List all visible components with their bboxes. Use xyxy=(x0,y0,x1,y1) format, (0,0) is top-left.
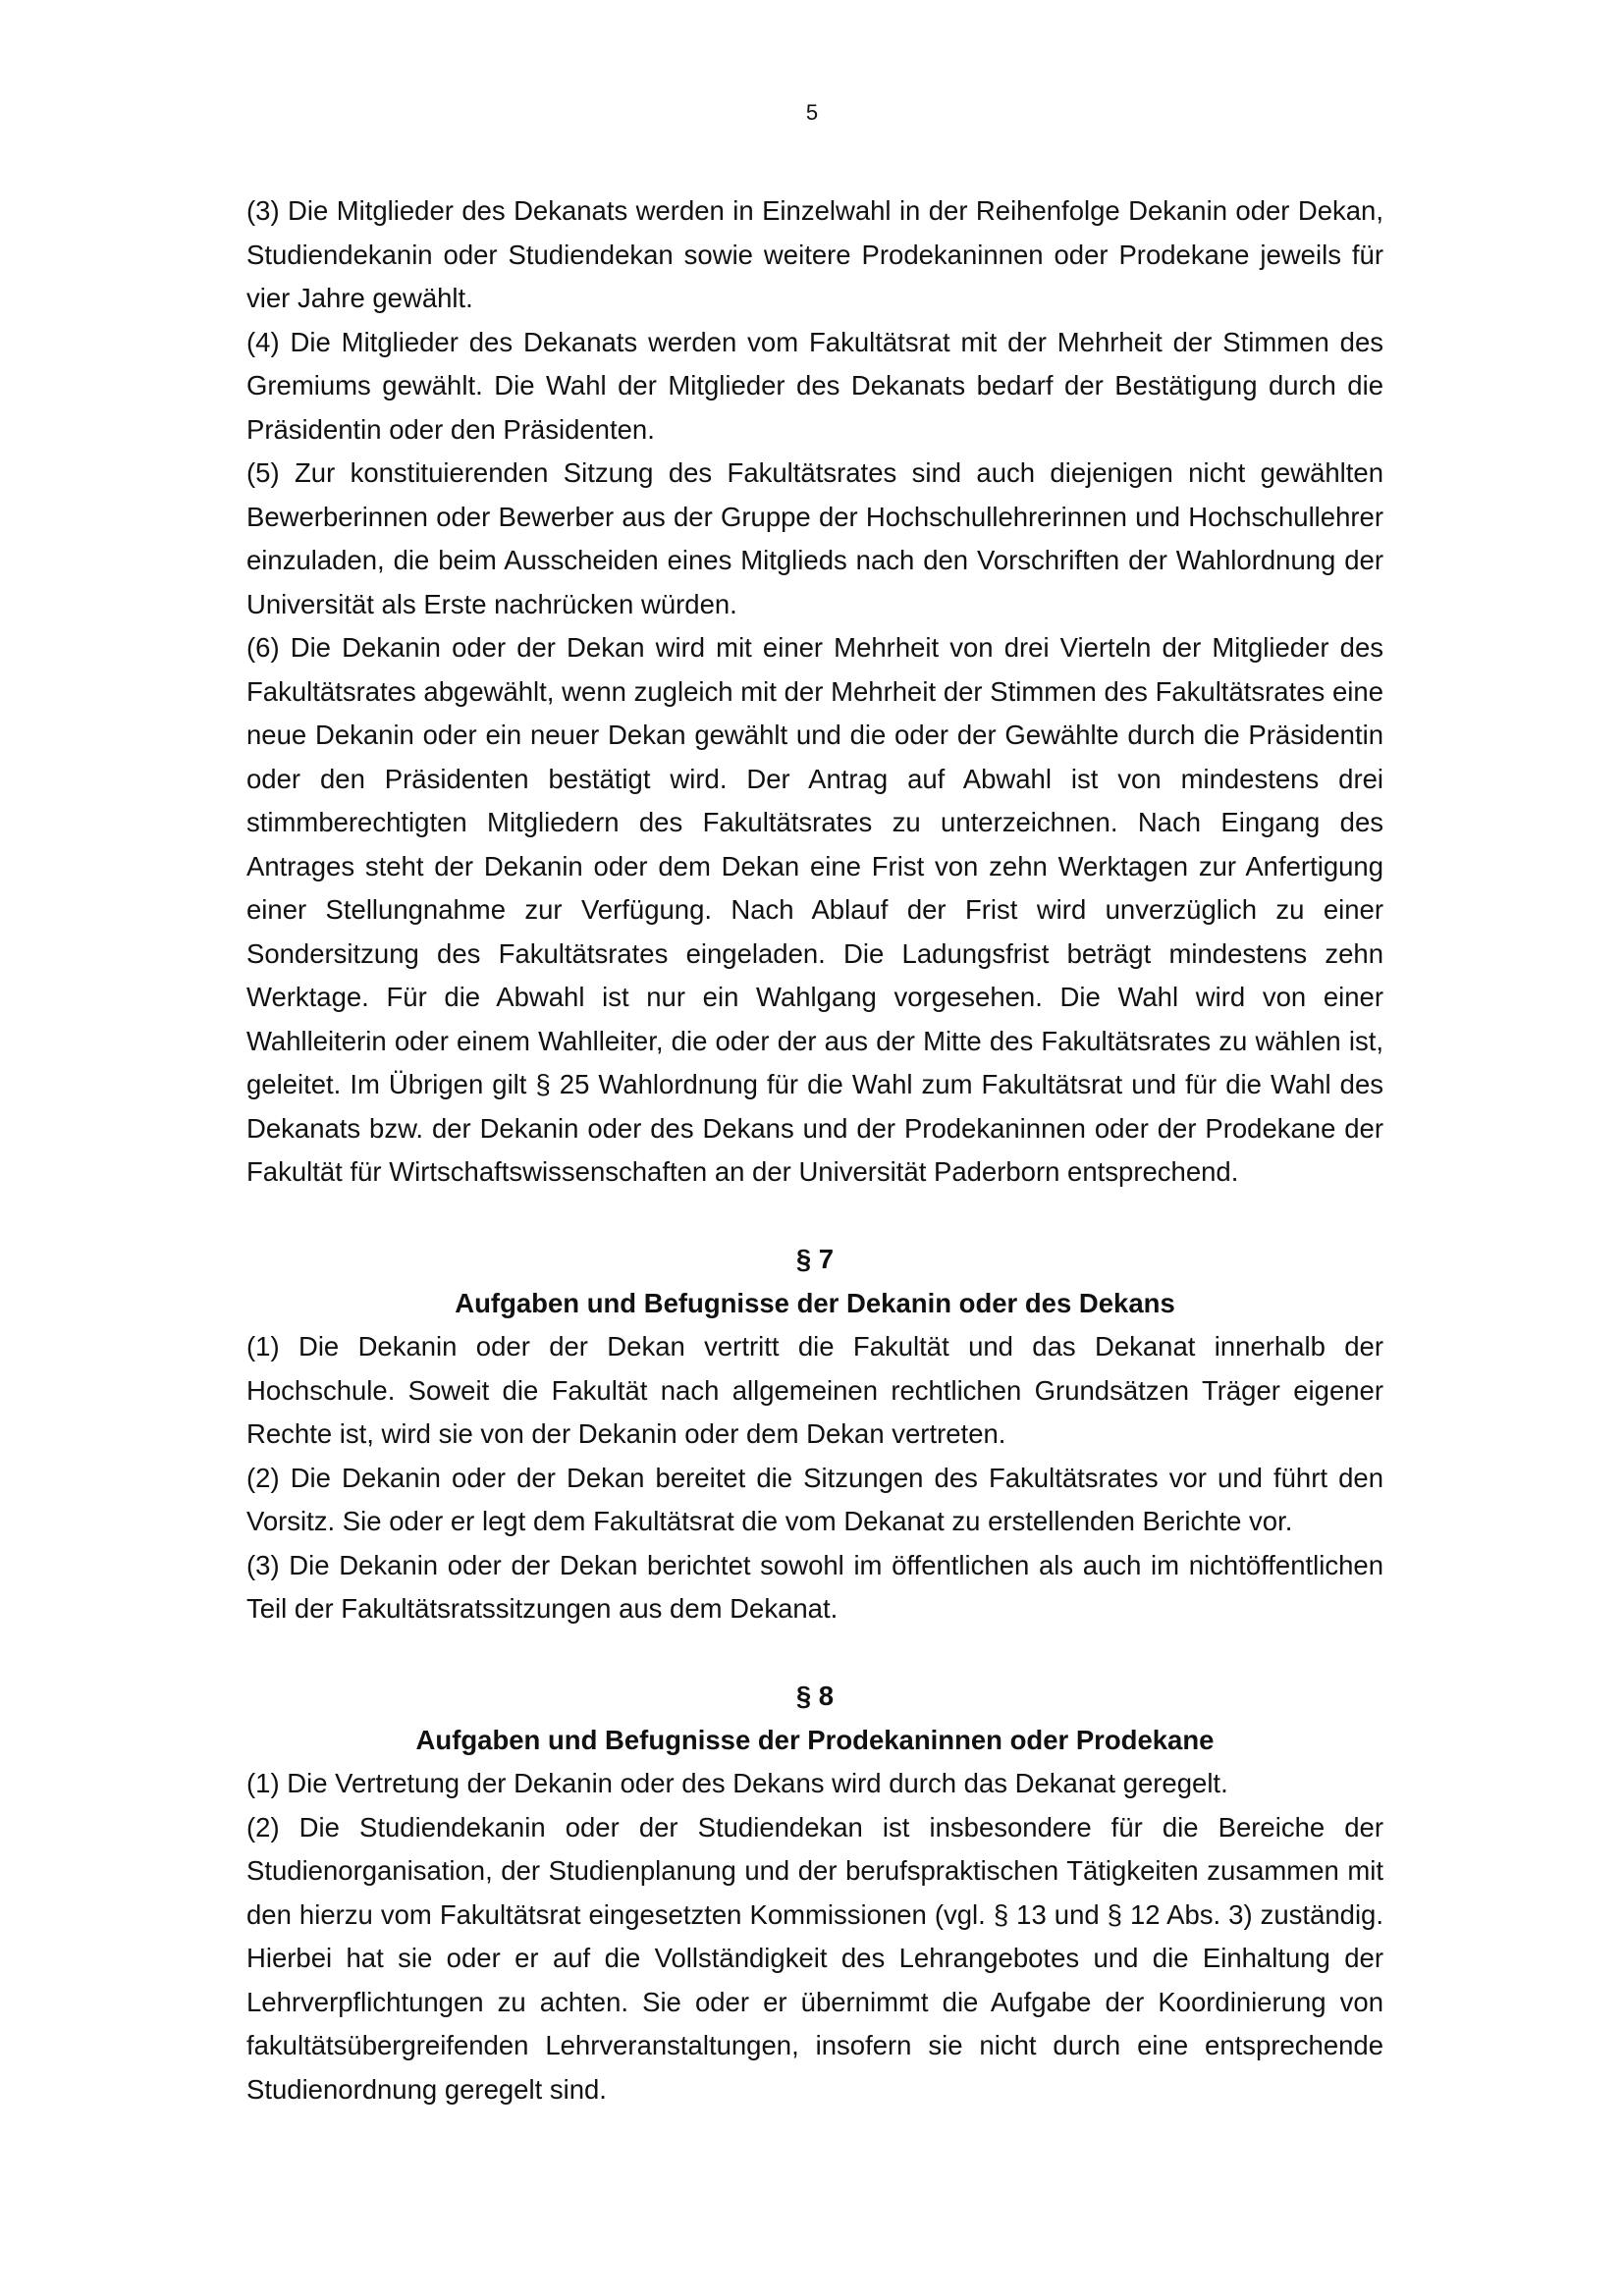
paragraph-6-3: (3) Die Mitglieder des Dekanats werden in Einzelwahl in der Reihenfolge Dekanin oder Dekan, Studiendekanin oder Studiendekan sowie weitere Prodekaninnen oder Prodekane jeweils für vier Jahre gewählt. xyxy=(246,195,1383,313)
paragraph-8-1: (1) Die Vertretung der Dekanin oder des Dekans wird durch das Dekanat geregelt. xyxy=(246,1768,1228,1798)
section-spacer xyxy=(246,1631,1383,1676)
section-8-title: Aufgaben und Befugnisse der Prodekaninnen oder Prodekane xyxy=(415,1724,1215,1755)
paragraph-8-2: (2) Die Studiendekanin oder der Studiendekan ist insbesondere für die Bereiche der Studienorganisation, der Studienplanung und der berufspraktischen Tätigkeiten zusammen mit den hierzu vom Fakultätsrat eingesetzten Kommissionen (vgl. § 13 und § 12 Abs. 3) zuständig. Hierbei hat sie oder er auf die Vollständigkeit des Lehrangebotes und die Einhaltung der Lehrverpflichtungen zu achten. Sie oder er übernimmt die Aufgabe der Koordinierung von fakultätsübergreifenden Lehrveranstaltungen, insofern sie nicht durch eine entsprechende Studienordnung geregelt sind. xyxy=(246,1811,1383,2105)
page-number: 5 xyxy=(805,100,819,125)
section-spacer xyxy=(246,1195,1383,1239)
section-7-title: Aufgaben und Befugnisse der Dekanin oder des Dekans xyxy=(455,1287,1175,1318)
section-7 xyxy=(246,1238,1383,1631)
paragraph-6-4: (4) Die Mitglieder des Dekanats werden vom Fakultätsrat mit der Mehrheit der Stimmen des Gremiums gewählt. Die Wahl der Mitglieder des Dekanats bedarf der Bestätigung durch die Präsidentin oder den Präsidenten. xyxy=(246,326,1383,445)
paragraph-7-3: (3) Die Dekanin oder der Dekan berichtet sowohl im öffentlichen als auch im nichtöffentlichen Teil der Fakultätsratssitzungen aus dem Dekanat. xyxy=(246,1549,1383,1624)
section-8 xyxy=(246,1675,1383,2111)
section-8-number: § 8 xyxy=(795,1681,835,1711)
paragraph-6-5: (5) Zur konstituierenden Sitzung des Fakultätsrates sind auch diejenigen nicht gewählten Bewerberinnen oder Bewerber aus der Gruppe der Hochschullehrerinnen und Hochschullehrer einzuladen, die beim Ausscheiden eines Mitglieds nach den Vorschriften der Wahlordnung der Universität als Erste nachrücken würden. xyxy=(246,457,1383,619)
paragraph-6-6: (6) Die Dekanin oder der Dekan wird mit einer Mehrheit von drei Vierteln der Mitglieder des Fakultätsrates abgewählt, wenn zugleich mit der Mehrheit der Stimmen des Fakultätsrates eine neue Dekanin oder ein neuer Dekan gewählt und die oder der Gewählte durch die Präsidentin oder den Präsidenten bestätigt wird. Der Antrag auf Abwahl ist von mindestens drei stimmberechtigten Mitgliedern des Fakultätsrates zu unterzeichnen. Nach Eingang des Antrages steht der Dekanin oder dem Dekan eine Frist von zehn Werktagen zur Anfertigung einer Stellungnahme zur Verfügung. Nach Ablauf der Frist wird unverzüglich zu einer Sondersitzung des Fakultätsrates eingeladen. Die Ladungsfrist beträgt mindestens zehn Werktage. Für die Abwahl ist nur ein Wahlgang vorgesehen. Die Wahl wird von einer Wahlleiterin oder einem Wahlleiter, die oder der aus der Mitte des Fakultätsrates zu wählen ist, geleitet. Im Übrigen gilt § 25 Wahlordnung für die Wahl zum Fakultätsrat und für die Wahl des Dekanats bzw. der Dekanin oder des Dekans und der Prodekaninnen oder der Prodekane der Fakultät für Wirtschaftswissenschaften an der Universität Paderborn entsprechend. xyxy=(246,632,1383,1187)
section-7-number: § 7 xyxy=(795,1244,835,1274)
document-body xyxy=(246,189,1383,2111)
paragraph-7-1: (1) Die Dekanin oder der Dekan vertritt die Fakultät und das Dekanat innerhalb der Hochschule. Soweit die Fakultät nach allgemeinen rechtlichen Grundsätzen Träger eigener Rechte ist, wird sie von der Dekanin oder dem Dekan vertreten. xyxy=(246,1331,1383,1449)
paragraph-7-2: (2) Die Dekanin oder der Dekan bereitet die Sitzungen des Fakultätsrates vor und führt den Vorsitz. Sie oder er legt dem Fakultätsrat die vom Dekanat zu erstellenden Berichte vor. xyxy=(246,1462,1383,1536)
